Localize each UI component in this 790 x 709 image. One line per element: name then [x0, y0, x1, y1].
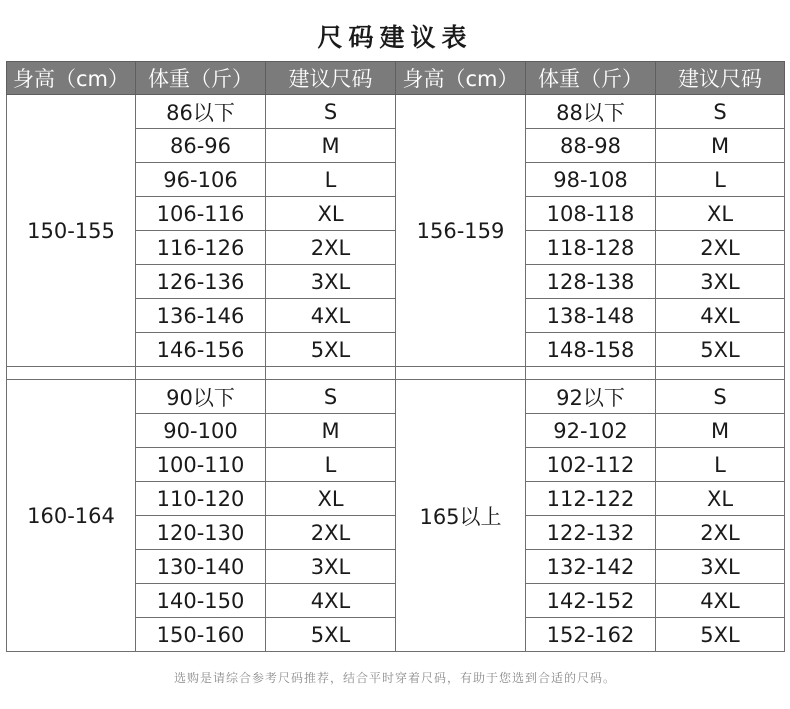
weight-range-right: 148-158	[526, 333, 656, 367]
size-right: 3XL	[656, 550, 785, 584]
weight-range-left: 90以下	[136, 380, 266, 414]
spacer-cell	[136, 367, 266, 380]
header-height-right: 身高（cm）	[396, 62, 526, 95]
size-right: 4XL	[656, 299, 785, 333]
header-height-left: 身高（cm）	[7, 62, 136, 95]
weight-range-left: 86-96	[136, 129, 266, 163]
spacer-row	[7, 367, 785, 380]
size-left: S	[266, 380, 396, 414]
weight-range-right: 142-152	[526, 584, 656, 618]
size-right: 5XL	[656, 618, 785, 652]
size-right: M	[656, 414, 785, 448]
size-left: L	[266, 163, 396, 197]
size-right: XL	[656, 482, 785, 516]
size-left: 3XL	[266, 265, 396, 299]
header-weight-left: 体重（斤）	[136, 62, 266, 95]
height-range-right: 156-159	[396, 95, 526, 367]
page-title: 尺码建议表	[317, 23, 473, 52]
size-left: M	[266, 129, 396, 163]
size-right: L	[656, 163, 785, 197]
weight-range-right: 88以下	[526, 95, 656, 129]
header-weight-right: 体重（斤）	[526, 62, 656, 95]
weight-range-right: 152-162	[526, 618, 656, 652]
weight-range-right: 102-112	[526, 448, 656, 482]
weight-range-right: 92以下	[526, 380, 656, 414]
size-right: 5XL	[656, 333, 785, 367]
weight-range-left: 126-136	[136, 265, 266, 299]
size-left: 5XL	[266, 333, 396, 367]
weight-range-left: 136-146	[136, 299, 266, 333]
size-right: L	[656, 448, 785, 482]
size-left: M	[266, 414, 396, 448]
spacer-cell	[656, 367, 785, 380]
size-left: L	[266, 448, 396, 482]
size-left: 5XL	[266, 618, 396, 652]
weight-range-left: 140-150	[136, 584, 266, 618]
size-left: XL	[266, 482, 396, 516]
size-right: 2XL	[656, 516, 785, 550]
header-row	[7, 62, 785, 95]
spacer-cell	[526, 367, 656, 380]
size-left: XL	[266, 197, 396, 231]
size-left: 4XL	[266, 299, 396, 333]
weight-range-right: 118-128	[526, 231, 656, 265]
height-range-left: 160-164	[7, 380, 136, 652]
table-row	[7, 380, 785, 414]
header-size-right: 建议尺码	[656, 62, 785, 95]
weight-range-right: 92-102	[526, 414, 656, 448]
size-left: S	[266, 95, 396, 129]
header-size-left: 建议尺码	[266, 62, 396, 95]
spacer-cell	[266, 367, 396, 380]
weight-range-left: 110-120	[136, 482, 266, 516]
weight-range-left: 106-116	[136, 197, 266, 231]
weight-range-right: 112-122	[526, 482, 656, 516]
size-chart-table	[6, 61, 785, 652]
weight-range-right: 88-98	[526, 129, 656, 163]
weight-range-left: 146-156	[136, 333, 266, 367]
weight-range-left: 116-126	[136, 231, 266, 265]
size-right: XL	[656, 197, 785, 231]
size-left: 2XL	[266, 231, 396, 265]
weight-range-left: 130-140	[136, 550, 266, 584]
spacer-cell	[7, 367, 136, 380]
size-right: 4XL	[656, 584, 785, 618]
weight-range-left: 90-100	[136, 414, 266, 448]
weight-range-right: 138-148	[526, 299, 656, 333]
weight-range-left: 150-160	[136, 618, 266, 652]
size-right: S	[656, 95, 785, 129]
weight-range-left: 86以下	[136, 95, 266, 129]
weight-range-right: 128-138	[526, 265, 656, 299]
weight-range-left: 100-110	[136, 448, 266, 482]
size-right: 3XL	[656, 265, 785, 299]
weight-range-left: 120-130	[136, 516, 266, 550]
height-range-right: 165以上	[396, 380, 526, 652]
size-left: 2XL	[266, 516, 396, 550]
table-row	[7, 95, 785, 129]
height-range-left: 150-155	[7, 95, 136, 367]
weight-range-right: 98-108	[526, 163, 656, 197]
weight-range-right: 132-142	[526, 550, 656, 584]
weight-range-right: 108-118	[526, 197, 656, 231]
size-right: 2XL	[656, 231, 785, 265]
size-right: S	[656, 380, 785, 414]
size-left: 4XL	[266, 584, 396, 618]
weight-range-left: 96-106	[136, 163, 266, 197]
weight-range-right: 122-132	[526, 516, 656, 550]
size-right: M	[656, 129, 785, 163]
spacer-cell	[396, 367, 526, 380]
size-left: 3XL	[266, 550, 396, 584]
footer-note: 选购是请综合参考尺码推荐，结合平时穿着尺码，有助于您选到合适的尺码。	[173, 671, 616, 685]
